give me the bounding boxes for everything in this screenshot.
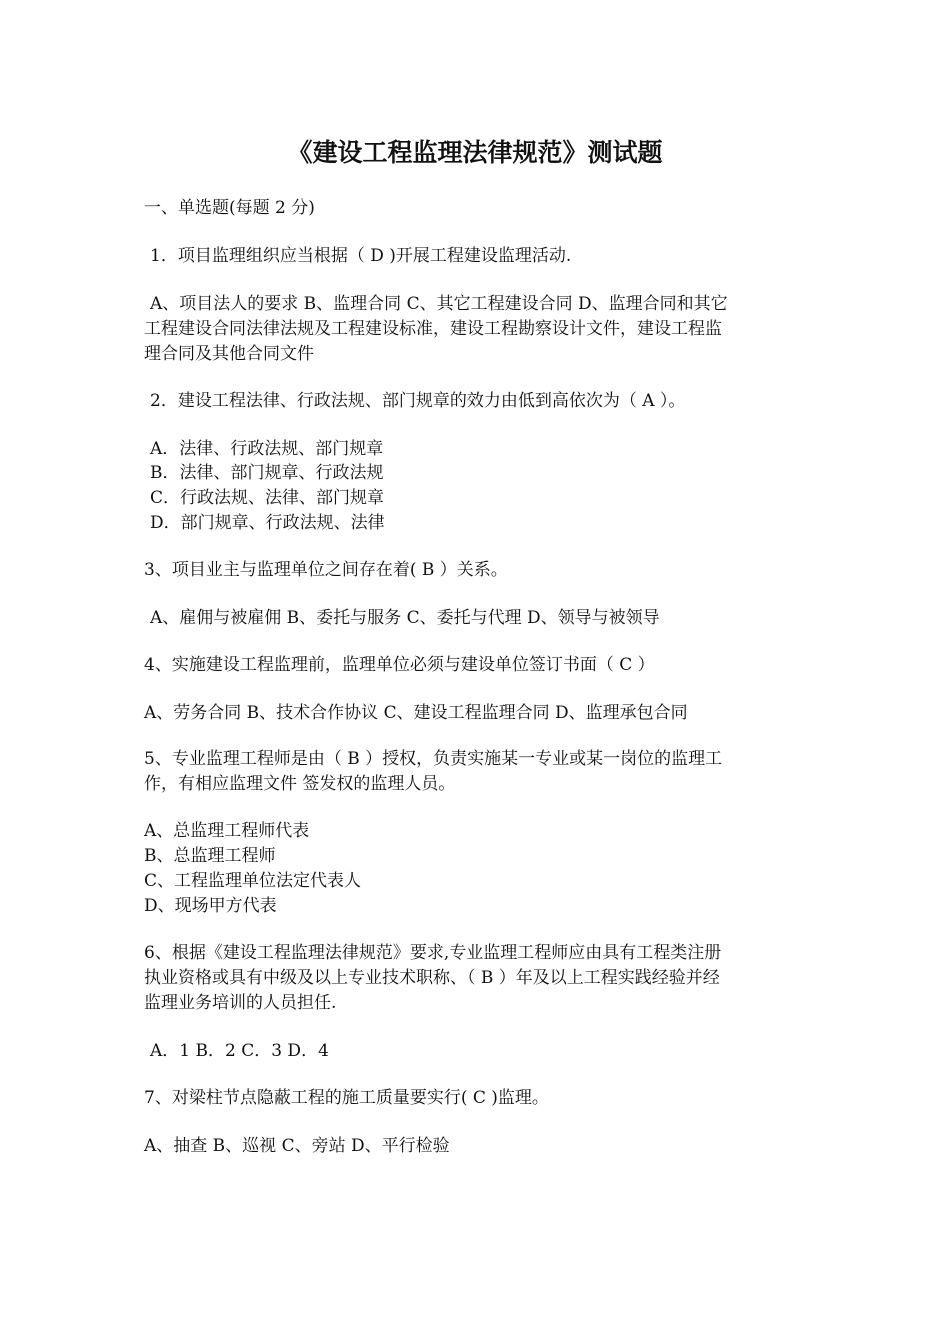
question-3-stem: 3、项目业主与监理单位之间存在着( B ）关系。 (144, 560, 508, 580)
question-1-stem: 1．项目监理组织应当根据（ D )开展工程建设监理活动. (150, 246, 572, 266)
question-6-stem: 执业资格或具有中级及以上专业技术职称、（ B ）年及以上工程实践经验并经 (144, 968, 720, 988)
question-5-option: D、现场甲方代表 (144, 896, 277, 916)
question-4-options: A、劳务合同 B、技术合作协议 C、建设工程监理合同 D、监理承包合同 (144, 703, 688, 723)
question-2-stem: 2．建设工程法律、行政法规、部门规章的效力由低到高依次为（ A ）。 (150, 391, 686, 411)
question-6-stem: 6、根据《建设工程监理法律规范》要求,专业监理工程师应由具有工程类注册 (144, 943, 722, 963)
question-4-stem: 4、实施建设工程监理前，监理单位必须与建设单位签订书面（ C ） (144, 655, 655, 675)
document-title: 《建设工程监理法律规范》测试题 (287, 138, 663, 167)
question-5-option: B、总监理工程师 (144, 846, 276, 866)
question-5-stem: 5、专业监理工程师是由（ B ）授权，负责实施某一专业或某一岗位的监理工 (144, 749, 723, 769)
question-6-options: A．1 B．2 C．3 D．4 (150, 1041, 329, 1061)
question-2-option: C．行政法规、法律、部门规章 (150, 488, 385, 508)
question-3-options: A、雇佣与被雇佣 B、委托与服务 C、委托与代理 D、领导与被领导 (150, 608, 660, 628)
question-7-stem: 7、对梁柱节点隐蔽工程的施工质量要实行( C )监理。 (144, 1088, 549, 1108)
question-1-options: A、项目法人的要求 B、监理合同 C、其它工程建设合同 D、监理合同和其它 (150, 294, 728, 314)
question-5-option: A、总监理工程师代表 (144, 821, 310, 841)
question-1-options: 工程建设合同法律法规及工程建设标准，建设工程勘察设计文件，建设工程监 (144, 319, 722, 339)
question-2-option: B．法律、部门规章、行政法规 (150, 463, 384, 483)
question-2-option: D．部门规章、行政法规、法律 (150, 513, 385, 533)
question-5-option: C、工程监理单位法定代表人 (144, 871, 362, 891)
question-1-options: 理合同及其他合同文件 (144, 344, 314, 364)
question-6-stem: 监理业务培训的人员担任. (144, 993, 337, 1013)
question-5-stem: 作，有相应监理文件 签发权的监理人员。 (144, 774, 456, 794)
section-heading: 一、单选题(每题 2 分) (144, 198, 315, 218)
question-2-option: A．法律、行政法规、部门规章 (150, 439, 384, 459)
question-7-options: A、抽查 B、巡视 C、旁站 D、平行检验 (144, 1136, 450, 1156)
